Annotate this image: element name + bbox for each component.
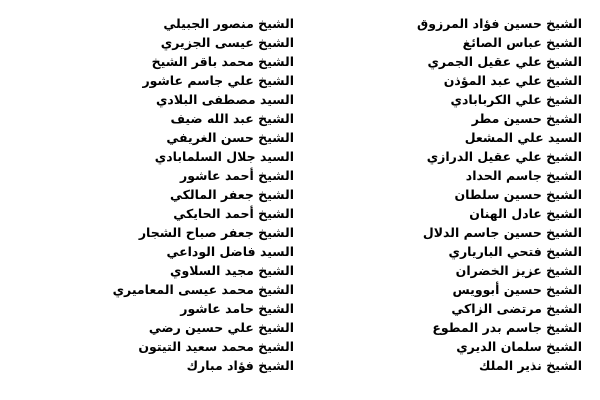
name-cell-left: الشيخ أحمد الحايكي [173, 206, 294, 221]
name-cell-right: الشيخ عباس الصائغ [462, 35, 582, 50]
table-row [18, 109, 582, 128]
name-cell-left: الشيخ أحمد عاشور [180, 168, 294, 183]
name-cell-left: الشيخ منصور الجبيلي [163, 16, 294, 31]
name-cell-right: الشيخ مرتضى الزاكي [451, 301, 582, 316]
name-cell-right: الشيخ علي عقيل الجمري [427, 54, 582, 69]
table-row [18, 261, 582, 280]
table-row [18, 242, 582, 261]
table-row [18, 223, 582, 242]
table-row [18, 147, 582, 166]
name-cell-left: الشيخ عيسى الجزيري [160, 35, 294, 50]
table-row [18, 204, 582, 223]
name-cell-right: السيد علي المشعل [464, 130, 582, 145]
table-row [18, 185, 582, 204]
name-cell-right: الشيخ علي الكربابادي [450, 92, 582, 107]
name-cell-right: الشيخ حسين جاسم الدلال [422, 225, 582, 240]
table-row [18, 299, 582, 318]
name-cell-right: الشيخ جاسم الحداد [465, 168, 582, 183]
name-cell-right: الشيخ عزيز الخضران [455, 263, 582, 278]
name-cell-right: الشيخ حسين أبوويس [452, 282, 582, 297]
name-cell-left: الشيخ جعفر صباح الشجار [138, 225, 294, 240]
table-row [18, 14, 582, 33]
name-cell-right: الشيخ علي عقيل الدرازي [426, 149, 582, 164]
name-cell-left: الشيخ محمد سعيد التيتون [138, 339, 294, 354]
name-cell-left: الشيخ حسن الغريفي [166, 130, 294, 145]
name-cell-right: الشيخ عادل الهنان [469, 206, 582, 221]
table-row [18, 90, 582, 109]
name-cell-left: الشيخ علي حسين رضي [148, 320, 294, 335]
name-cell-left: الشيخ مجيد السلاوي [170, 263, 294, 278]
table-row [18, 52, 582, 71]
name-cell-right: الشيخ حسين فؤاد المرزوق [417, 16, 582, 31]
name-cell-left: الشيخ علي جاسم عاشور [142, 73, 294, 88]
name-cell-right: الشيخ سلمان الديري [456, 339, 582, 354]
name-cell-right: الشيخ حسين سلطان [454, 187, 582, 202]
name-cell-left: الشيخ محمد باقر الشيخ [151, 54, 294, 69]
table-row [18, 356, 582, 375]
name-cell-left: الشيخ جعفر المالكي [169, 187, 294, 202]
name-cell-left: الشيخ حامد عاشور [180, 301, 294, 316]
table-row [18, 71, 582, 90]
table-row [18, 280, 582, 299]
table-row [18, 337, 582, 356]
name-cell-right: الشيخ جاسم بدر المطوع [432, 320, 582, 335]
table-row [18, 128, 582, 147]
name-cell-left: الشيخ فؤاد مبارك [186, 358, 294, 373]
name-cell-left: الشيخ عبد الله ضيف [170, 111, 294, 126]
name-cell-right: الشيخ فتحي البارياري [448, 244, 582, 259]
table-row [18, 166, 582, 185]
name-cell-left: السيد فاضل الوداعي [166, 244, 294, 259]
name-cell-left: السيد مصطفى البلادي [155, 92, 294, 107]
name-cell-right: الشيخ حسين مطر [471, 111, 582, 126]
name-cell-right: الشيخ علي عبد المؤذن [443, 73, 582, 88]
table-row [18, 33, 582, 52]
name-cell-left: الشيخ محمد عيسى المعاميري [112, 282, 294, 297]
table-row [18, 318, 582, 337]
name-cell-right: الشيخ نذير الملك [479, 358, 582, 373]
name-cell-left: السيد جلال السلمابادي [154, 149, 294, 164]
